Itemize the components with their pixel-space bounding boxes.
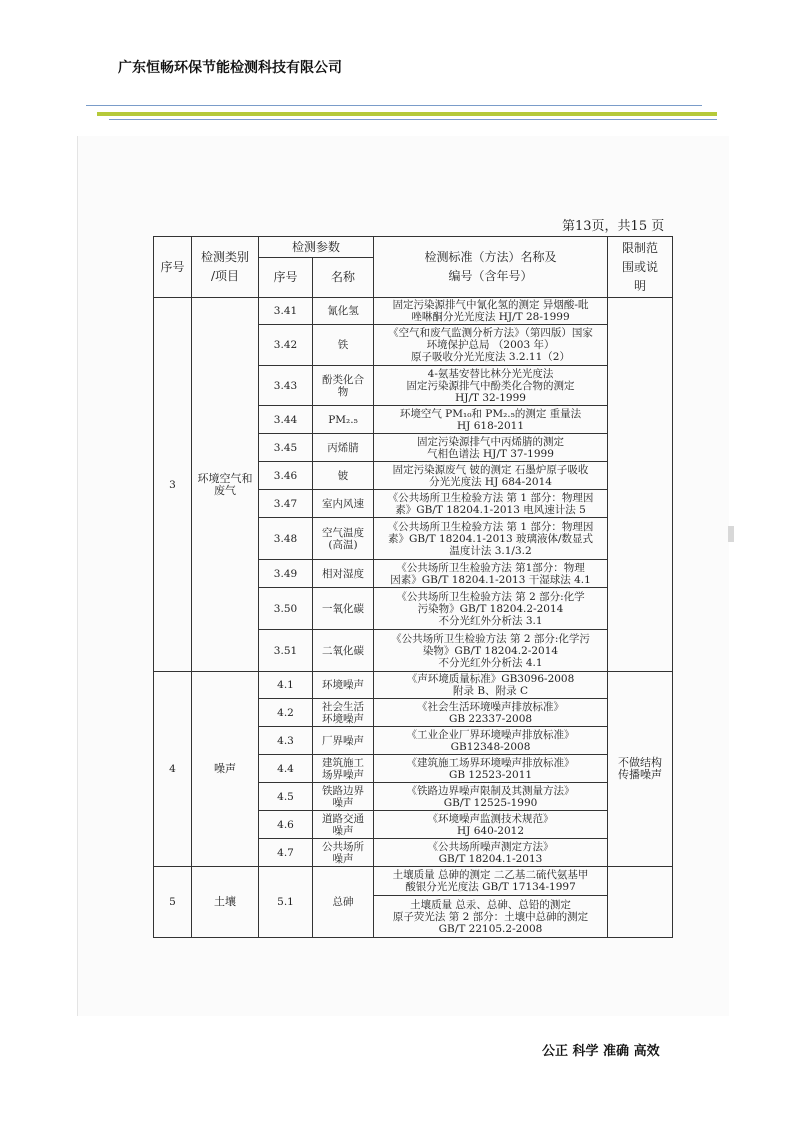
param-name: 道路交通 噪声	[313, 811, 374, 839]
param-no: 3.51	[259, 630, 313, 672]
param-no: 4.3	[259, 727, 313, 755]
group-note	[608, 298, 673, 672]
header-category: 检测类别 /项目	[192, 237, 259, 298]
table-row	[154, 298, 673, 325]
group-category: 土壤	[192, 867, 259, 938]
scan-edge-mark	[728, 526, 734, 542]
param-name: 铁路边界 噪声	[313, 783, 374, 811]
header-rule-bottom	[109, 119, 717, 120]
param-name: PM₂.₅	[313, 406, 374, 434]
param-standard: 《公共场所卫生检验方法 第 2 部分:化学 污染物》GB/T 18204.2-2014 不分光红外分析法 3.1	[374, 588, 608, 630]
param-standard: 《公共场所卫生检验方法 第 2 部分:化学污 染物》GB/T 18204.2-2014 不分光红外分析法 4.1	[374, 630, 608, 672]
param-standard: 《声环境质量标准》GB3096-2008 附录 B、附录 C	[374, 672, 608, 699]
param-standard: 《铁路边界噪声限制及其测量方法》 GB/T 12525-1990	[374, 783, 608, 811]
param-no: 3.49	[259, 560, 313, 588]
param-name: 厂界噪声	[313, 727, 374, 755]
param-standard: 4-氨基安替比林分光光度法 固定污染源排气中酚类化合物的测定 HJ/T 32-1999	[374, 366, 608, 406]
param-standard: 环境空气 PM₁₀和 PM₂.₅的测定 重量法 HJ 618-2011	[374, 406, 608, 434]
param-name: 铍	[313, 462, 374, 490]
param-name: 二氧化碳	[313, 630, 374, 672]
group-seq: 5	[154, 867, 192, 938]
param-no: 4.2	[259, 699, 313, 727]
param-standard-alt: 土壤质量 总汞、总砷、总铅的测定 原子荧光法 第 2 部分：土壤中总砷的测定 GB/T 22105.2-2008	[374, 896, 608, 938]
param-name: 铁	[313, 325, 374, 366]
header-standard: 检测标准（方法）名称及 编号（含年号）	[374, 237, 608, 298]
header-seq: 序号	[154, 237, 192, 298]
param-no: 4.6	[259, 811, 313, 839]
param-name: 空气温度 (高温)	[313, 518, 374, 560]
param-standard: 《环境噪声监测技术规范》 HJ 640-2012	[374, 811, 608, 839]
param-no: 4.7	[259, 839, 313, 867]
group-category: 噪声	[192, 672, 259, 867]
param-standard: 固定污染源废气 铍的测定 石墨炉原子吸收 分光光度法 HJ 684-2014	[374, 462, 608, 490]
capability-table	[153, 236, 673, 938]
param-standard: 土壤质量 总砷的测定 二乙基二硫代氨基甲 酸银分光光度法 GB/T 17134-1997	[374, 867, 608, 896]
param-name: 公共场所 噪声	[313, 839, 374, 867]
header-rule-top	[86, 105, 702, 106]
param-no: 3.46	[259, 462, 313, 490]
param-no: 4.1	[259, 672, 313, 699]
param-name: 总砷	[313, 867, 374, 938]
page-number: 第13页，共15 页	[562, 219, 665, 234]
param-no: 3.47	[259, 490, 313, 518]
param-name: 丙烯腈	[313, 434, 374, 462]
param-no: 4.4	[259, 755, 313, 783]
group-category: 环境空气和 废气	[192, 298, 259, 672]
param-no: 3.41	[259, 298, 313, 325]
header-param-name: 名称	[313, 258, 374, 298]
param-standard: 《公共场所卫生检验方法 第 1 部分：物理因 素》GB/T 18204.1-2013 玻璃液体/数显式 温度计法 3.1/3.2	[374, 518, 608, 560]
param-no: 3.50	[259, 588, 313, 630]
table-row	[154, 867, 673, 896]
header-params: 检测参数	[259, 237, 374, 258]
header-param-seq: 序号	[259, 258, 313, 298]
param-name: 室内风速	[313, 490, 374, 518]
group-note	[608, 867, 673, 938]
param-no: 4.5	[259, 783, 313, 811]
param-name: 建筑施工 场界噪声	[313, 755, 374, 783]
header-rule-accent	[97, 112, 717, 116]
param-name: 酚类化合 物	[313, 366, 374, 406]
param-no: 3.48	[259, 518, 313, 560]
param-standard: 《建筑施工场界环境噪声排放标准》 GB 12523-2011	[374, 755, 608, 783]
table-row	[154, 672, 673, 699]
header-limit: 限制范 围或说 明	[608, 237, 673, 298]
param-no: 3.45	[259, 434, 313, 462]
group-note: 不做结构 传播噪声	[608, 672, 673, 867]
footer-motto: 公正 科学 准确 高效	[542, 1044, 660, 1059]
param-standard: 《工业企业厂界环境噪声排放标准》 GB12348-2008	[374, 727, 608, 755]
param-name: 社会生活 环境噪声	[313, 699, 374, 727]
param-standard: 《公共场所卫生检验方法 第1部分：物理 因素》GB/T 18204.1-2013 干湿球法 4.1	[374, 560, 608, 588]
param-no: 3.43	[259, 366, 313, 406]
param-name: 氰化氢	[313, 298, 374, 325]
group-seq: 4	[154, 672, 192, 867]
param-no: 3.42	[259, 325, 313, 366]
param-standard: 固定污染源排气中氰化氢的测定 异烟酸-吡 唑啉酮分光光度法 HJ/T 28-1999	[374, 298, 608, 325]
param-standard: 《公共场所噪声测定方法》 GB/T 18204.1-2013	[374, 839, 608, 867]
param-no: 3.44	[259, 406, 313, 434]
param-standard: 固定污染源排气中丙烯腈的测定 气相色谱法 HJ/T 37-1999	[374, 434, 608, 462]
param-name: 相对湿度	[313, 560, 374, 588]
param-standard: 《公共场所卫生检验方法 第 1 部分：物理因 素》GB/T 18204.1-2013 电风速计法 5	[374, 490, 608, 518]
param-standard: 《空气和废气监测分析方法》（第四版）国家 环境保护总局 （2003 年） 原子吸收分光光度法 3.2.11（2）	[374, 325, 608, 366]
param-name: 一氧化碳	[313, 588, 374, 630]
company-name: 广东恒畅环保节能检测科技有限公司	[118, 60, 342, 76]
param-no: 5.1	[259, 867, 313, 938]
group-seq: 3	[154, 298, 192, 672]
param-standard: 《社会生活环境噪声排放标准》 GB 22337-2008	[374, 699, 608, 727]
param-name: 环境噪声	[313, 672, 374, 699]
